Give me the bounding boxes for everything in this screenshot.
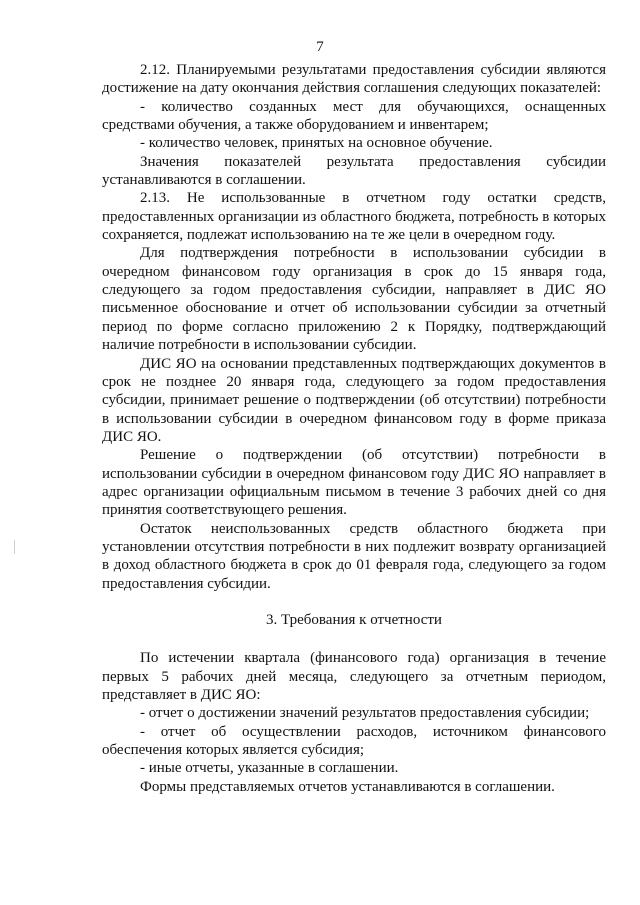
paragraph-indicator-values: Значения показателей результата предоставления субсидии устанавливаются в соглашении. xyxy=(102,153,606,189)
page-number: 7 xyxy=(316,39,324,55)
paragraph-2-12: 2.12. Планируемыми результатами предоставления субсидии являются достижение на дату окончания действия соглашения следующих показателей: xyxy=(102,62,606,97)
document-body xyxy=(102,61,606,796)
list-item-created-places: - количество созданных мест для обучающихся, оснащенных средствами обучения, а также оборудованием и инвентарем; xyxy=(102,98,606,134)
list-item-expenses-report: - отчет об осуществлении расходов, источником финансового обеспечения которых является субсидия; xyxy=(102,723,606,759)
paragraph-2-13: 2.13. Не использованные в отчетном году остатки средств, предоставленных организации из областного бюджета, потребность в которых сохраняется, подлежат использованию на те же цели в очередном году. xyxy=(102,190,606,244)
list-item-results-report: - отчет о достижении значений результатов предоставления субсидии; xyxy=(140,705,590,722)
section-heading: 3. Требования к отчетности xyxy=(266,611,442,628)
list-item-other-reports: - иные отчеты, указанные в соглашении. xyxy=(140,760,399,777)
paragraph-decision-letter: Решение о подтверждении (об отсутствии) потребности в использовании субсидии в очередном финансовом году ДИС ЯО направляет в адрес организации официальным письмом в течение 3 рабочих дней со дня принятия соответствующего решения. xyxy=(102,447,606,519)
paragraph-confirmation-need: Для подтверждения потребности в использовании субсидии в очередном финансовом году организация в срок до 15 января года, следующего за годом предоставления субсидии, направляет в ДИС ЯО письменное обоснование и отчет об использовании субсидии за отчетный период по форме согласно приложению 2 к Порядку, подтверждающий наличие потребности в использовании субсидии. xyxy=(102,245,606,354)
margin-mark xyxy=(14,540,15,554)
list-item-accepted-people: - количество человек, принятых на основное обучение. xyxy=(140,135,493,152)
paragraph-dis-decision: ДИС ЯО на основании представленных подтверждающих документов в срок не позднее 20 января года, следующего за годом предоставления субсидии, принимает решение о подтверждении (об отсутствии) потребности в использовании субсидии в очередном финансовом году в форме приказа ДИС ЯО. xyxy=(102,355,606,445)
paragraph-reporting-period: По истечении квартала (финансового года) организация в течение первых 5 рабочих дней месяца, следующего за отчетным периодом, представляет в ДИС ЯО: xyxy=(102,650,606,703)
paragraph-remaining-funds: Остаток неиспользованных средств областного бюджета при установлении отсутствия потребности в них подлежит возврату организацией в доход областного бюджета в срок до 01 февраля года, следующего за годом предоставления субсидии. xyxy=(102,520,606,592)
paragraph-report-forms: Формы представляемых отчетов устанавливаются в соглашении. xyxy=(140,778,555,795)
